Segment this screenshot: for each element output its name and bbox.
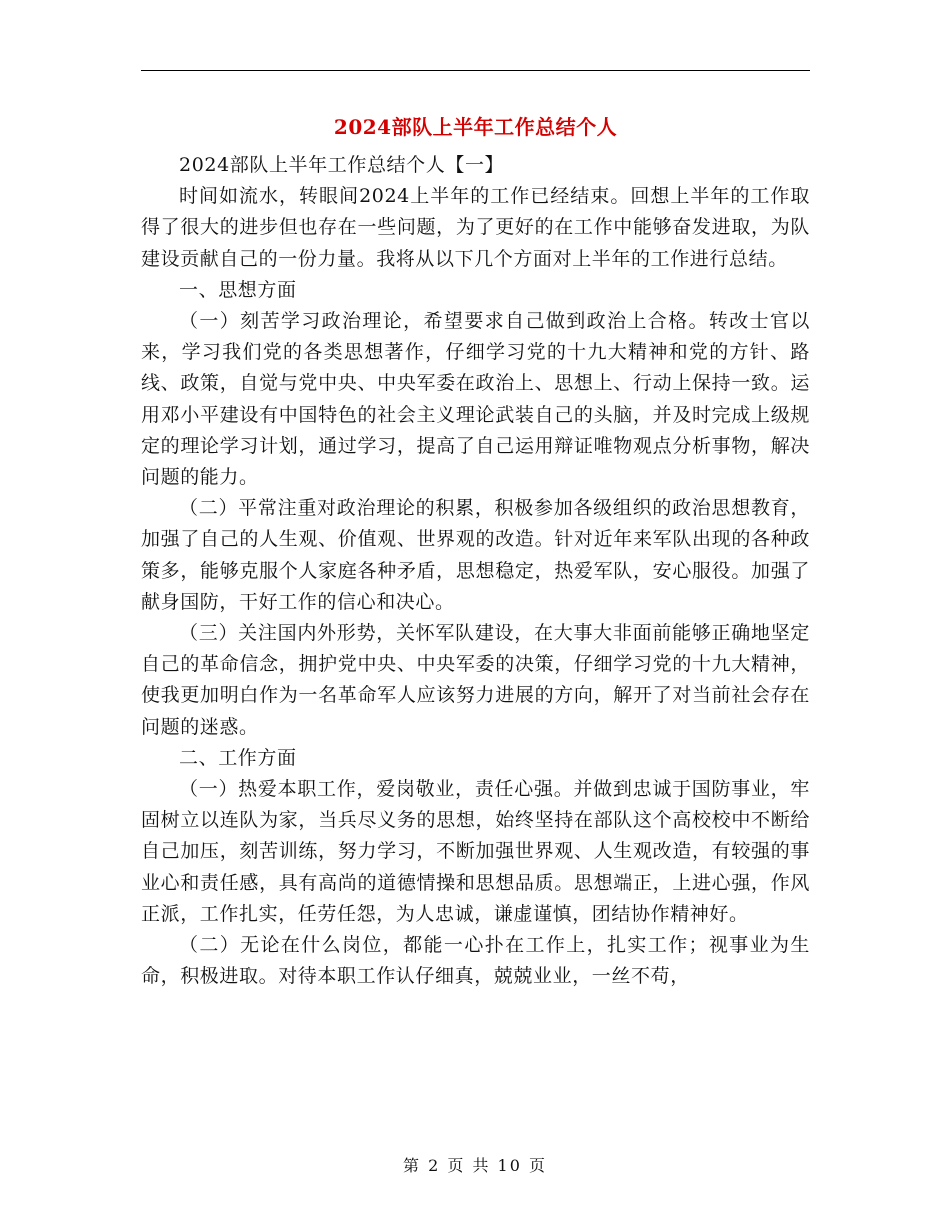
header-rule bbox=[141, 70, 810, 71]
document-title: 2024部队上半年工作总结个人 bbox=[333, 115, 618, 139]
paragraph-subtitle: 2024部队上半年工作总结个人【一】 bbox=[179, 154, 505, 176]
paragraph-thought-2: （二）平常注重对政治理论的积累，积极参加各级组织的政治思想教育，加强了自己的人生观、价值观、世界观的改造。针对近年来军队出现的各种政策多，能够克服个人家庭各种矛盾，思想稳定，热爱军队，安心服役。加强了献身国防，干好工作的信心和决心。 bbox=[141, 497, 810, 613]
paragraph-thought-3: （三）关注国内外形势，关怀军队建设，在大事大非面前能够正确地坚定自己的革命信念，拥护党中央、中央军委的决策，仔细学习党的十九大精神，使我更加明白作为一名革命军人应该努力进展的方向，解开了对当前社会存在问题的迷惑。 bbox=[141, 622, 810, 738]
paragraph-thought-1: （一）刻苦学习政治理论，希望要求自己做到政治上合格。转改士官以来，学习我们党的各类思想著作，仔细学习党的十九大精神和党的方针、路线、政策，自觉与党中央、中央军委在政治上、思想上、行动上保持一致。运用邓小平建设有中国特色的社会主义理论武装自己的头脑，并及时完成上级规定的理论学习计划，通过学习，提高了自己运用辩证唯物观点分析事物，解决问题的能力。 bbox=[141, 310, 810, 489]
page-number-footer: 第 2 页 共 10 页 bbox=[403, 1156, 547, 1175]
paragraph-work-1: （一）热爱本职工作，爱岗敬业，责任心强。并做到忠诚于国防事业，牢固树立以连队为家，当兵尽义务的思想，始终坚持在部队这个高校校中不断给自己加压，刻苦训练，努力学习，不断加强世界观、人生观改造，有较强的事业心和责任感，具有高尚的道德情操和思想品质。思想端正，上进心强，作风正派，工作扎实，任劳任怨，为人忠诚，谦虚谨慎，团结协作精神好。 bbox=[141, 778, 810, 925]
paragraph-work-2: （二）无论在什么岗位，都能一心扑在工作上，扎实工作；视事业为生命，积极进取。对待本职工作认仔细真，兢兢业业，一丝不苟， bbox=[141, 934, 810, 988]
paragraph-intro: 时间如流水，转眼间2024上半年的工作已经结束。回想上半年的工作取得了很大的进步但也存在一些问题，为了更好的在工作中能够奋发进取，为队建设贡献自己的一份力量。我将从以下几个方面对上半年的工作进行总结。 bbox=[141, 185, 810, 270]
document-body bbox=[141, 150, 810, 992]
section-heading-thought: 一、思想方面 bbox=[179, 278, 297, 301]
section-heading-work: 二、工作方面 bbox=[179, 746, 297, 769]
